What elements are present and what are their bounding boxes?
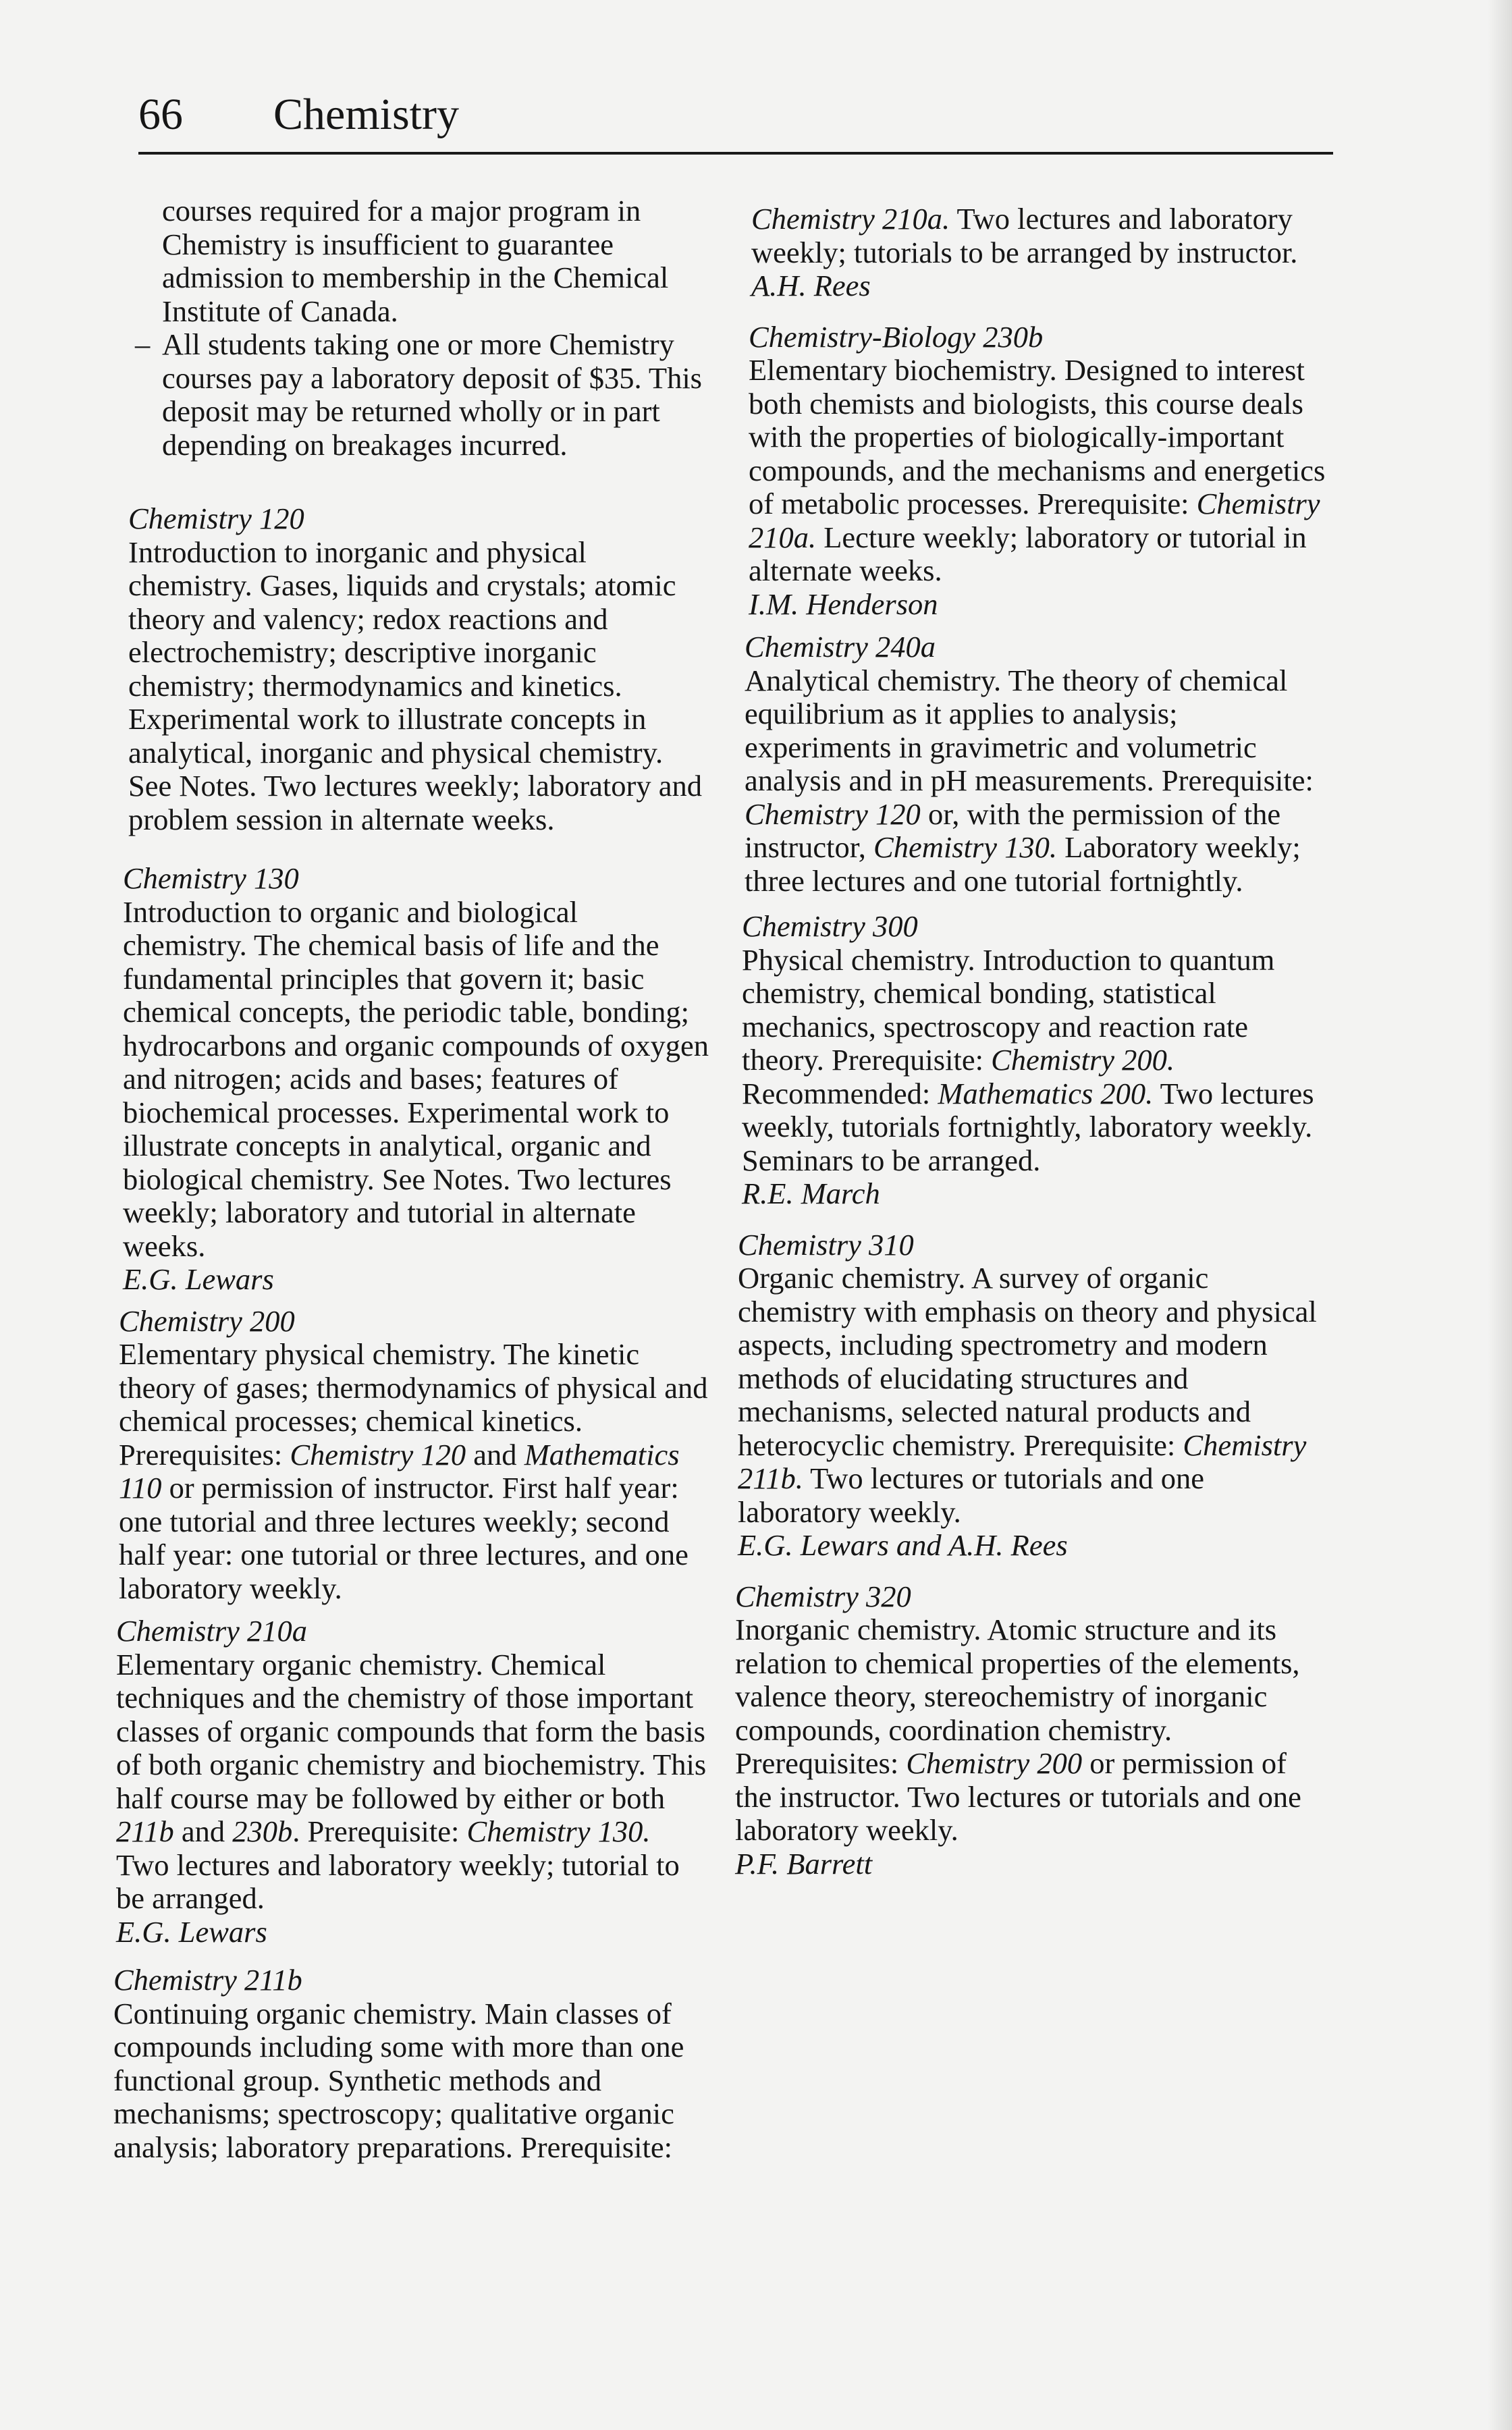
header-rule [138,152,1333,155]
course-ref: Chemistry 200. [991,1043,1175,1077]
course-title: Chemistry 130 [123,861,299,895]
page-number: 66 [138,90,183,139]
course-instructor: E.G. Lewars [123,1262,274,1296]
course-instructor: R.E. March [742,1177,880,1210]
course-description: Introduction to organic and biological chemistry. The chemical basis of life and the fundamental principles that govern it; basic chemical concepts, the periodic table, bonding; hydrocarbons and organic compounds of oxygen and nitrogen; acids and bases; features of biochemical processes. Experimental work to illustrate concepts in analytical, organic and biological chemistry. See Notes. Two lectures weekly; laboratory and tutorial in alternate weeks. [123,894,709,1263]
course-ref: 211b [116,1814,174,1848]
page-edge-shadow [1488,0,1512,2430]
course-title: Chemistry 240a [745,630,936,664]
course-description: Inorganic chemistry. Atomic structure and its relation to chemical properties of the elements, valence theory, stereochemistry of inorganic compounds, coordination chemistry. Prerequisites: Chemistry 200 or permission of the instructor. Two lectures or tutorials and one laboratory weekly. [735,1613,1301,1847]
course-description: Organic chemistry. A survey of organic chemistry with emphasis on theory and physical aspects, including spectrometry and modern methods of elucidating structures and mechanisms, selected natural products and heterocyclic chemistry. Prerequisite: Chemistry 211b. Two lectures or tutorials and one laboratory weekly. [738,1261,1317,1529]
course-chem240a [732,630,1326,898]
course-title: Chemistry 210a [116,1614,308,1648]
course-chem310 [732,1228,1326,1563]
course-description: Continuing organic chemistry. Main classes of compounds including some with more than one functional group. Synthetic methods and mechanisms; spectroscopy; qualitative organic analysis; laboratory preparations. Prerequisite: [113,1996,684,2164]
course-ref: Chemistry 210a. [749,487,1320,554]
course-title: Chemistry 211b [113,1963,302,1997]
note-continued: courses required for a major program in Chemistry is insufficient to guarantee admission to membership in the Chemical Institute of Canada. [162,194,669,328]
course-ref: Chemistry 120 [745,796,921,831]
course-instructor: P.F. Barrett [735,1846,873,1881]
course-ref: Chemistry 210a. [751,202,950,236]
course-title: Chemistry 200 [119,1303,295,1338]
course-chem200 [108,1305,709,1606]
course-description: Elementary organic chemistry. Chemical techniques and the chemistry of those important classes of organic compounds that form the basis of both organic chemistry and biochemistry. This half course may be followed by either or both 211b and 230b. Prerequisite: Chemistry 130. Two lectures and laboratory weekly; tutorial to be arranged. [116,1647,707,1915]
course-chem130 [108,862,709,1297]
right-column [732,202,1326,1881]
note-deposit [135,327,709,462]
page-header [138,81,1333,148]
course-title: Chemistry 300 [742,909,918,943]
note-dash: – [135,327,151,361]
course-chem211b-continued [732,202,1326,303]
course-title: Chemistry-Biology 230b [749,319,1044,354]
left-column [108,194,709,2164]
course-chem120 [108,502,709,836]
course-instructor: I.M. Henderson [749,587,938,621]
course-description: Analytical chemistry. The theory of chemical equilibrium as it applies to analysis; experiments in gravimetric and volumetric analysis and in pH measurements. Prerequisite: Chemistry 120 or, with the permission of the instructor, Chemistry 130. Laboratory weekly; three lectures and one tutorial fortnightly. [745,663,1314,898]
course-chem230b [732,321,1326,622]
course-ref: 230b [232,1814,293,1848]
note-deposit-text: All students taking one or more Chemistry courses pay a laboratory deposit of $35. This deposit may be returned wholly or in part depending on breakages incurred. [162,327,703,462]
course-chem300 [732,910,1326,1211]
course-ref: Mathematics 110 [119,1437,680,1505]
course-ref: Chemistry 200 [906,1746,1083,1780]
course-chem210a [108,1615,709,1949]
course-ref: Chemistry 130. [873,830,1057,864]
course-chem320 [732,1580,1326,1881]
course-description: Elementary biochemistry. Designed to interest both chemists and biologists, this course deals with the properties of biologically-important compounds, and the mechanisms and energetics of metabolic processes. Prerequisite: Chemistry 210a. Lecture weekly; laboratory or tutorial in alternate weeks. [749,353,1326,587]
course-instructor: A.H. Rees [751,269,871,302]
course-description: Introduction to inorganic and physical chemistry. Gases, liquids and crystals; atomic theory and valency; redox reactions and electrochemistry; descriptive inorganic chemistry; thermodynamics and kinetics. Experimental work to illustrate concepts in analytical, inorganic and physical chemistry. See Notes. Two lectures weekly; laboratory and problem session in alternate weeks. [128,535,702,836]
notes-section [108,194,709,462]
course-ref: Mathematics 200. [938,1076,1154,1110]
course-description-continued: Chemistry 210a. Two lectures and laboratory weekly; tutorials to be arranged by instructor. [751,202,1298,269]
course-instructor: E.G. Lewars and A.H. Rees [738,1528,1068,1562]
running-title: Chemistry [273,90,459,139]
course-description: Elementary physical chemistry. The kinetic theory of gases; thermodynamics of physical and chemical processes; chemical kinetics. Prerequisites: Chemistry 120 and Mathematics 110 or permission of instructor. First half year: one tutorial and three lectures weekly; second half year: one tutorial or three lectures, and one laboratory weekly. [119,1337,708,1605]
course-chem211b [108,1964,709,2164]
course-description: Physical chemistry. Introduction to quantum chemistry, chemical bonding, statistical mechanics, spectroscopy and reaction rate theory. Prerequisite: Chemistry 200. Recommended: Mathematics 200. Two lectures weekly, tutorials fortnightly, laboratory weekly. Seminars to be arranged. [742,942,1314,1177]
course-ref: Chemistry 211b. [738,1428,1307,1495]
course-title: Chemistry 120 [128,502,304,535]
course-title: Chemistry 310 [738,1227,914,1262]
course-ref: Chemistry 130. [466,1814,651,1848]
course-instructor: E.G. Lewars [116,1914,267,1949]
course-ref: Chemistry 120 [290,1437,466,1472]
course-title: Chemistry 320 [735,1579,911,1613]
